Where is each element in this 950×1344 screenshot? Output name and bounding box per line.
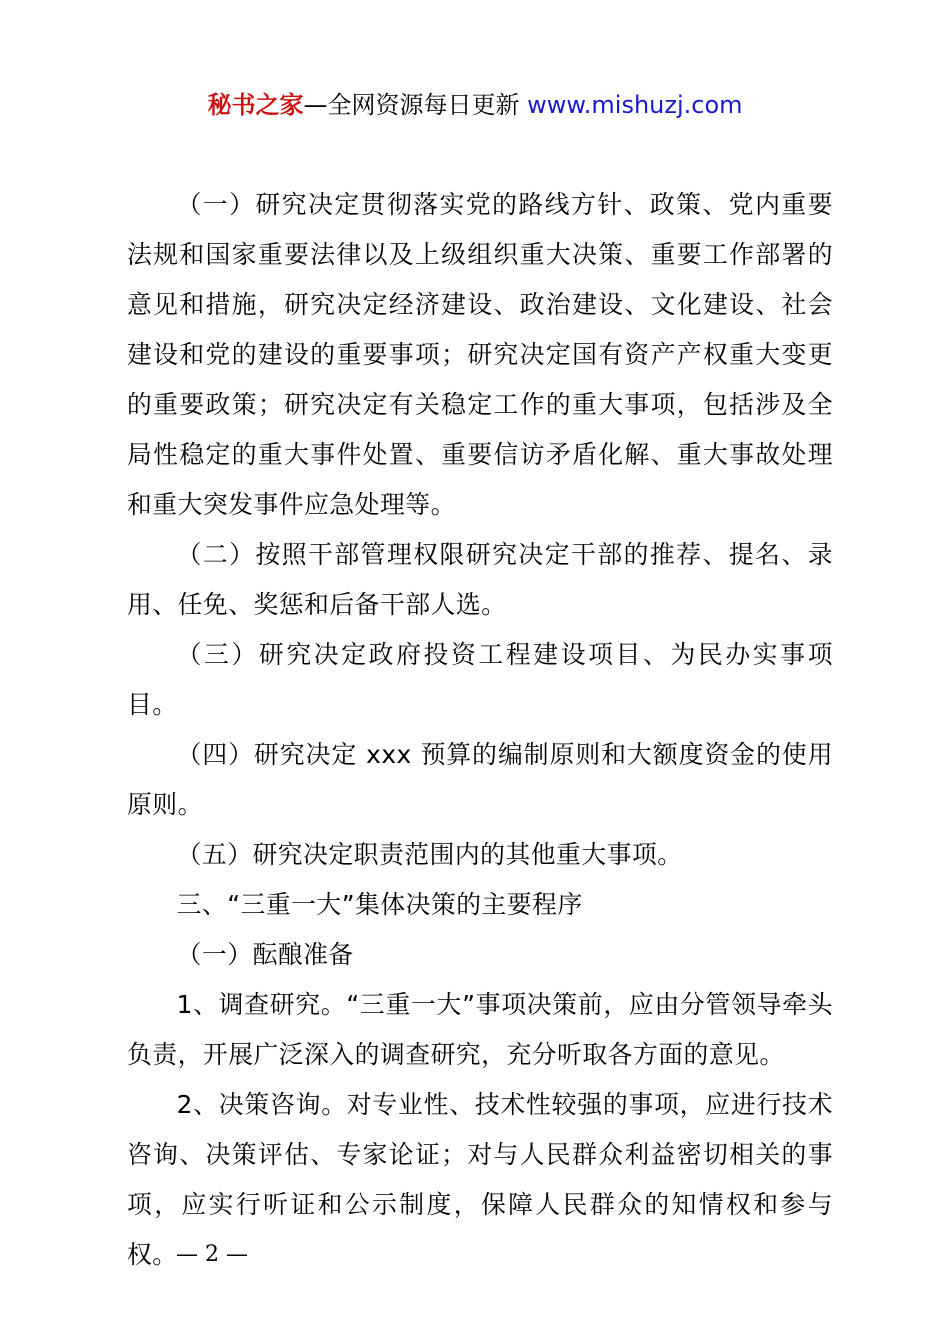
- paragraph-survey: 1、调查研究。“三重一大”事项决策前，应由分管领导牵头负责，开展广泛深入的调查研究，充分听取各方面的意见。: [127, 990, 833, 1069]
- page-number: — 2 —: [176, 1242, 248, 1267]
- paragraph-item-5: （五）研究决定职责范围内的其他重大事项。: [176, 840, 683, 869]
- paragraph-item-1: （一）研究决定贯彻落实党的路线方针、政策、党内重要法规和国家重要法律以及上级组织重大决策、重要工作部署的意见和措施，研究决定经济建设、政治建设、文化建设、社会建设和党的建设的重要事项；研究决定国有资产产权重大变更的重要政策；研究决定有关稳定工作的重大事项，包括涉及全局性稳定的重大事件处置、重要信访矛盾化解、重大事故处理和重大突发事件应急处理等。: [127, 190, 833, 519]
- section-heading-3: 三、“三重一大”集体决策的主要程序: [176, 890, 583, 919]
- header-tagline: —全网资源每日更新: [303, 91, 528, 119]
- document-body: [127, 180, 833, 1280]
- paragraph-item-2: （二）按照干部管理权限研究决定干部的推荐、提名、录用、任免、奖惩和后备干部人选。: [127, 540, 833, 619]
- paragraph-item-4: （四）研究决定 xxx 预算的编制原则和大额度资金的使用原则。: [127, 740, 833, 819]
- site-header: [0, 88, 950, 122]
- brand-name: 秘书之家: [207, 91, 304, 119]
- paragraph-consultation: 2、决策咨询。对专业性、技术性较强的事项，应进行技术咨询、决策评估、专家论证；对与人民群众利益密切相关的事项，应实行听证和公示制度，保障人民群众的知情权和参与权。: [127, 1090, 833, 1269]
- subsection-heading-1: （一）酝酿准备: [176, 940, 354, 969]
- site-url[interactable]: www.mishuzj.com: [527, 91, 743, 119]
- paragraph-item-3: （三）研究决定政府投资工程建设项目、为民办实事项目。: [127, 640, 833, 719]
